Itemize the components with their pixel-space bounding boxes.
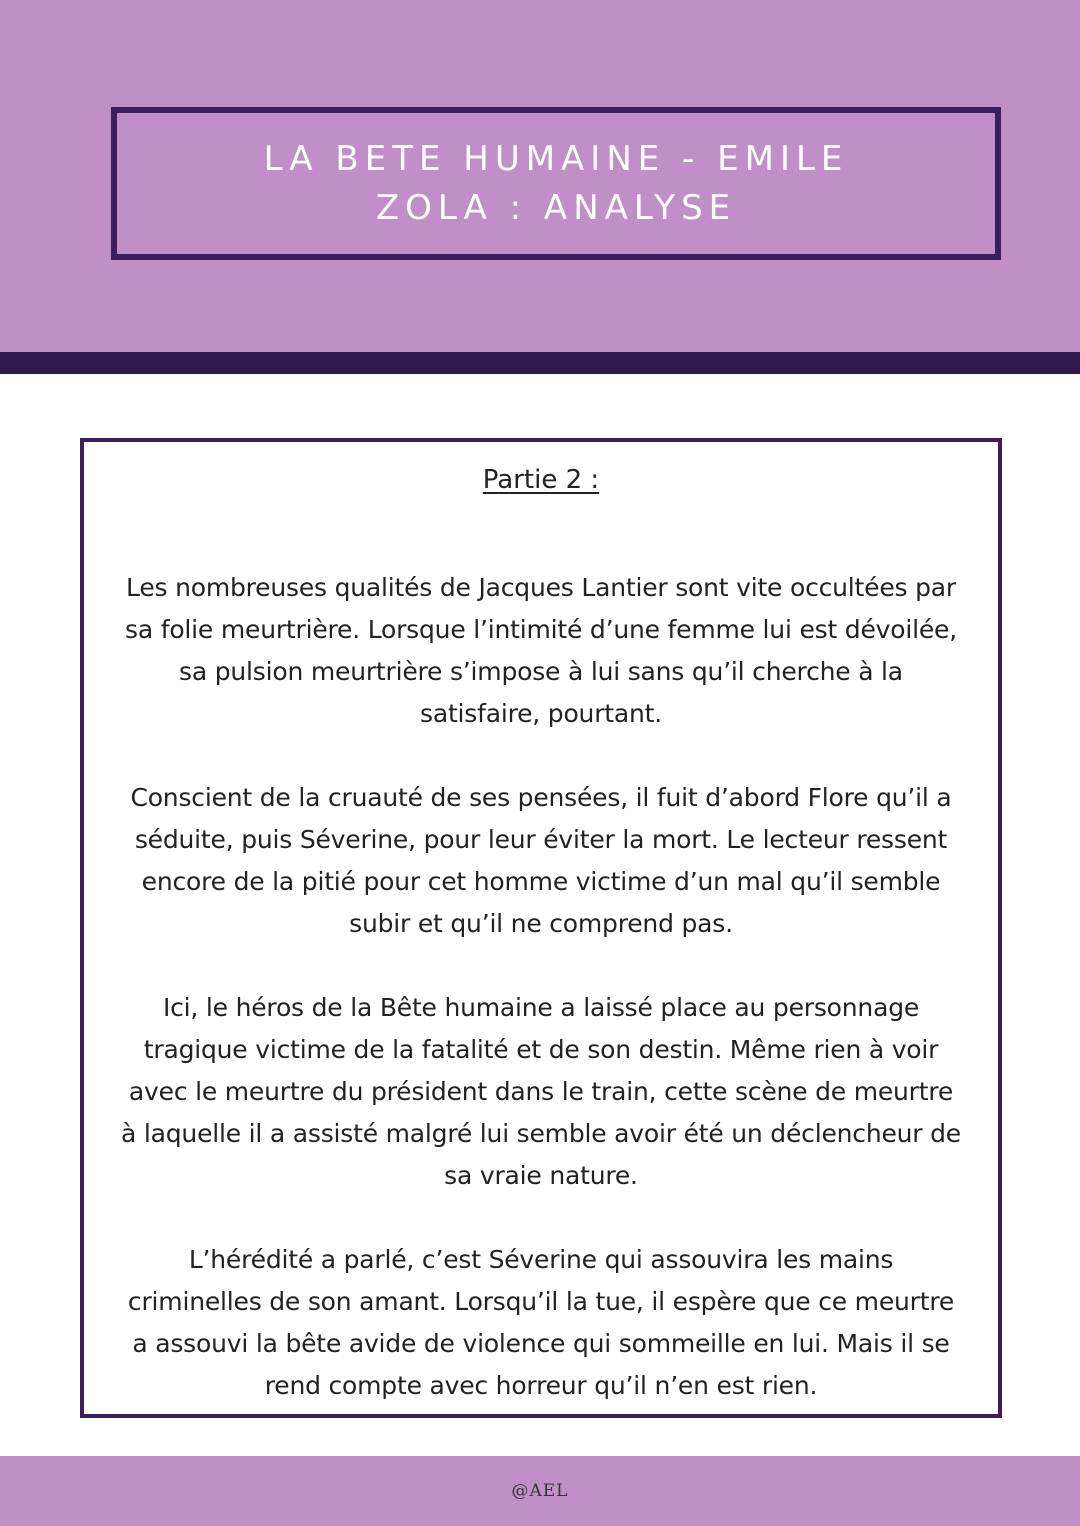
paragraph-1: Les nombreuses qualités de Jacques Lantier sont vite occultées par sa folie meurtrière. Lorsque l’intimité d’une femme lui est dévoilée, sa pulsion meurtrière s’impose à lui sans qu’il cherche à la satisfaire, pourtant. (125, 573, 957, 728)
section-title (84, 460, 998, 500)
page-title: LA BETE HUMAINE - EMILE ZOLA : ANALYSE (263, 138, 849, 228)
paragraph-4: L’hérédité a parlé, c’est Séverine qui assouvira les mains criminelles de son amant. Lorsqu’il la tue, il espère que ce meurtre a assouvi la bête avide de violence qui sommeille en lui. Mais il se rend compte avec horreur qu’il n’en est rien. (127, 1245, 955, 1400)
section-title-text: Partie 2 : (482, 465, 600, 495)
paragraph-2: Conscient de la cruauté de ses pensées, il fuit d’abord Flore qu’il a séduite, puis Séverine, pour leur éviter la mort. Le lecteur ressent encore de la pitié pour cet homme victime d’un mal qu’il semble subir et qu’il ne comprend pas. (130, 783, 952, 938)
paragraph-3: Ici, le héros de la Bête humaine a laissé place au personnage tragique victime de la fatalité et de son destin. Même rien à voir avec le meurtre du président dans le train, cette scène de meurtre à laquelle il a assisté malgré lui semble avoir été un déclencheur de sa vraie nature. (121, 993, 961, 1190)
content-box (80, 438, 1002, 1418)
footer-band (0, 1456, 1080, 1526)
footer-credit: @AEL (511, 1481, 569, 1501)
title-box (111, 107, 1001, 260)
header-stripe (0, 352, 1080, 374)
